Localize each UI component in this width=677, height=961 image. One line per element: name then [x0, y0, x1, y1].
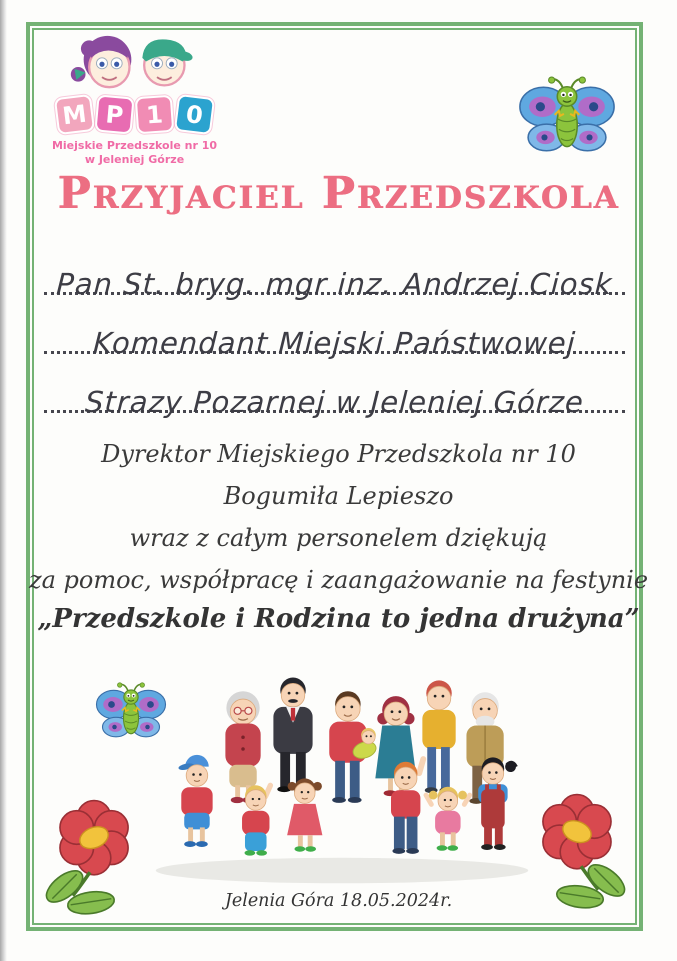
logo-acronym-blocks [42, 96, 227, 133]
logo-block-1: 1 [135, 95, 174, 134]
body-line-reason: za pomoc, współpracę i zaangażowanie na festynie [28, 566, 649, 594]
logo-kids-icon [60, 34, 210, 100]
logo-name-line2: w Jeleniej Górze [84, 153, 185, 166]
body-text-block [0, 433, 677, 634]
event-quote: „Przedszkole i Rodzina to jedna drużyna” [37, 604, 640, 634]
kindergarten-logo [42, 34, 227, 167]
recipient-block [44, 246, 625, 423]
logo-block-p: P [94, 94, 134, 134]
recipient-line-3 [44, 364, 625, 423]
recipient-line-1-text: Pan St. bryg. mgr inz. Andrzej Ciosk [55, 267, 614, 301]
family-illustration [146, 664, 538, 886]
recipient-line-1 [44, 246, 625, 305]
body-line-thanks: wraz z całym personelem dziękują [129, 524, 548, 552]
place-date: Jelenia Góra 18.05.2024r. [224, 891, 453, 911]
body-line-name: Bogumiła Lepieszo [223, 482, 454, 510]
logo-block-m: M [54, 94, 95, 135]
butterfly-icon [514, 76, 620, 162]
certificate-title: Przyjaciel Przedszkola [57, 168, 620, 219]
recipient-line-2 [44, 305, 625, 364]
body-line-director: Dyrektor Miejskiego Przedszkola nr 10 [101, 440, 576, 468]
recipient-line-2-text: Komendant Miejski Państwowej [92, 326, 577, 360]
recipient-line-3-text: Strazy Pozarnej w Jeleniej Górze [84, 385, 585, 419]
logo-name-line1: Miejskie Przedszkole nr 10 [51, 139, 218, 152]
logo-block-0: 0 [174, 94, 215, 135]
logo-name [42, 139, 227, 167]
